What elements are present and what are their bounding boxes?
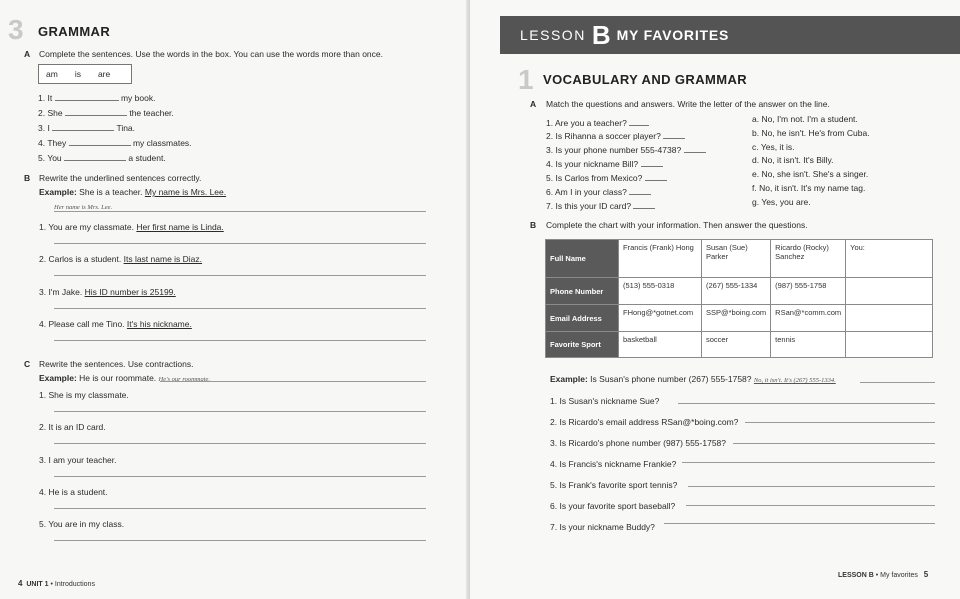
left-footer: 4 UNIT 1 • Introductions (18, 579, 95, 588)
answer-line[interactable] (688, 486, 935, 487)
row-header-full-name: Full Name (546, 240, 619, 278)
answer-line[interactable] (54, 443, 426, 444)
answer-line[interactable] (160, 381, 426, 382)
table-row (546, 332, 933, 358)
chart-question-2: 2. Is Ricardo's email address RSan@*boing.com? (550, 417, 739, 427)
b-item-1: 1. You are my classmate. Her first name is Linda. (39, 222, 224, 232)
answer-blank[interactable] (633, 200, 655, 209)
b-item-2: 2. Carlos is a student. Its last name is Diaz. (39, 254, 203, 264)
table-cell: (987) 555-1758 (771, 278, 846, 305)
section-number: 1 (518, 64, 534, 95)
row-header-phone: Phone Number (546, 278, 619, 305)
answer-line[interactable] (745, 422, 935, 423)
match-answer-e: e. No, she isn't. She's a singer. (752, 169, 869, 179)
section-number: 3 (8, 14, 24, 45)
c-item-3: 3. I am your teacher. (39, 455, 117, 465)
chart-question-7: 7. Is your nickname Buddy? (550, 522, 655, 532)
match-answer-g: g. Yes, you are. (752, 197, 811, 207)
exercise-a-letter: A (530, 99, 537, 109)
answer-line[interactable] (54, 411, 426, 412)
match-answer-a: a. No, I'm not. I'm a student. (752, 114, 858, 124)
answer-line[interactable] (54, 476, 426, 477)
match-question-3: 3. Is your phone number 555-4738? (546, 144, 706, 155)
exercise-b-letter: B (530, 220, 537, 230)
b-example-answer: Her name is Mrs. Lee. (54, 204, 113, 211)
exercise-c-instruction: Rewrite the sentences. Use contractions. (39, 359, 194, 369)
exercise-b-letter: B (24, 173, 31, 183)
a-item-5: 5. You a student. (38, 153, 166, 163)
answer-line[interactable] (54, 540, 426, 541)
word-are: are (97, 69, 111, 79)
table-cell-you[interactable] (846, 278, 933, 305)
table-cell: SSP@*boing.com (702, 305, 771, 332)
answer-line[interactable] (678, 403, 935, 404)
answer-blank[interactable] (645, 172, 667, 181)
table-cell: RSan@*comm.com (771, 305, 846, 332)
answer-line[interactable] (54, 211, 426, 212)
exercise-a-instruction: Complete the sentences. Use the words in the box. You can use the words more than once. (39, 49, 383, 59)
table-cell: (513) 555-0318 (619, 278, 702, 305)
row-header-sport: Favorite Sport (546, 332, 619, 358)
chart-question-6: 6. Is your favorite sport baseball? (550, 501, 676, 511)
answer-blank[interactable] (641, 158, 663, 167)
match-answer-d: d. No, it isn't. It's Billy. (752, 155, 834, 165)
a-item-1: 1. It my book. (38, 93, 156, 103)
match-question-5: 5. Is Carlos from Mexico? (546, 172, 667, 183)
info-chart (545, 239, 933, 358)
answer-line[interactable] (664, 523, 935, 524)
right-footer: LESSON B • My favorites 5 (838, 570, 929, 579)
answer-line[interactable] (54, 508, 426, 509)
left-page (0, 0, 470, 599)
word-am: am (46, 69, 58, 79)
exercise-a-letter: A (24, 49, 31, 59)
table-cell: Ricardo (Rocky) Sanchez (771, 240, 846, 278)
a-item-3: 3. I Tina. (38, 123, 136, 133)
table-cell: basketball (619, 332, 702, 358)
match-question-7: 7. Is this your ID card? (546, 200, 655, 211)
table-cell-you[interactable] (846, 332, 933, 358)
match-question-4: 4. Is your nickname Bill? (546, 158, 663, 169)
table-cell-you[interactable]: You: (846, 240, 933, 278)
answer-line[interactable] (54, 275, 426, 276)
c-item-5: 5. You are in my class. (39, 519, 125, 529)
answer-line[interactable] (54, 243, 426, 244)
section-title-vocabulary: VOCABULARY AND GRAMMAR (543, 72, 748, 87)
c-item-2: 2. It is an ID card. (39, 422, 106, 432)
table-cell: (267) 555-1334 (702, 278, 771, 305)
answer-line[interactable] (686, 505, 935, 506)
match-question-2: 2. Is Rihanna a soccer player? (546, 130, 685, 141)
answer-blank[interactable] (65, 107, 127, 116)
a-item-4: 4. They my classmates. (38, 138, 192, 148)
chart-example: Example: Is Susan's phone number (267) 555-1758? No, it isn't. It's (267) 555-1334. (550, 374, 836, 384)
chart-question-5: 5. Is Frank's favorite sport tennis? (550, 480, 678, 490)
match-answer-b: b. No, he isn't. He's from Cuba. (752, 128, 870, 138)
table-cell: FHong@*gotnet.com (619, 305, 702, 332)
table-row (546, 240, 933, 278)
b-item-3: 3. I'm Jake. His ID number is 25199. (39, 287, 176, 297)
match-question-6: 6. Am I in your class? (546, 186, 651, 197)
table-cell-you[interactable] (846, 305, 933, 332)
exercise-c-letter: C (24, 359, 31, 369)
answer-line[interactable] (54, 340, 426, 341)
exercise-b-example: Example: She is a teacher. My name is Mrs. Lee. (39, 187, 227, 197)
match-answer-f: f. No, it isn't. It's my name tag. (752, 183, 866, 193)
c-item-4: 4. He is a student. (39, 487, 108, 497)
chart-question-1: 1. Is Susan's nickname Sue? (550, 396, 660, 406)
chart-question-3: 3. Is Ricardo's phone number (987) 555-1758? (550, 438, 726, 448)
exercise-b-instruction: Rewrite the underlined sentences correctly. (39, 173, 202, 183)
answer-blank[interactable] (52, 122, 114, 131)
table-row (546, 278, 933, 305)
answer-blank[interactable] (684, 144, 706, 153)
chart-question-4: 4. Is Francis's nickname Frankie? (550, 459, 677, 469)
b-item-4: 4. Please call me Tino. It's his nickname. (39, 319, 192, 329)
table-cell: soccer (702, 332, 771, 358)
word-box (38, 64, 132, 84)
table-cell: Francis (Frank) Hong (619, 240, 702, 278)
lesson-letter: B (591, 19, 611, 50)
answer-blank[interactable] (55, 92, 119, 101)
answer-blank[interactable] (663, 130, 685, 139)
answer-blank[interactable] (64, 152, 126, 161)
match-answer-c: c. Yes, it is. (752, 142, 795, 152)
lesson-label: LESSON (520, 27, 586, 43)
exercise-c-example: Example: He is our roommate. He's our roommate. (39, 373, 211, 383)
section-title-grammar: GRAMMAR (38, 24, 111, 39)
word-is: is (74, 69, 81, 79)
answer-line[interactable] (860, 382, 935, 383)
exercise-b-instruction: Complete the chart with your information. Then answer the questions. (546, 220, 808, 230)
table-cell: Susan (Sue) Parker (702, 240, 771, 278)
answer-blank[interactable] (629, 186, 651, 195)
answer-blank[interactable] (629, 117, 649, 126)
lesson-header-bar (500, 16, 960, 54)
lesson-title: MY FAVORITES (616, 27, 730, 43)
answer-blank[interactable] (69, 137, 131, 146)
row-header-email: Email Address (546, 305, 619, 332)
answer-line[interactable] (733, 443, 935, 444)
c-item-1: 1. She is my classmate. (39, 390, 129, 400)
answer-line[interactable] (682, 462, 935, 463)
answer-line[interactable] (54, 308, 426, 309)
a-item-2: 2. She the teacher. (38, 108, 174, 118)
match-question-1: 1. Are you a teacher? (546, 117, 649, 128)
exercise-a-instruction: Match the questions and answers. Write the letter of the answer on the line. (546, 99, 830, 109)
table-row (546, 305, 933, 332)
table-cell: tennis (771, 332, 846, 358)
